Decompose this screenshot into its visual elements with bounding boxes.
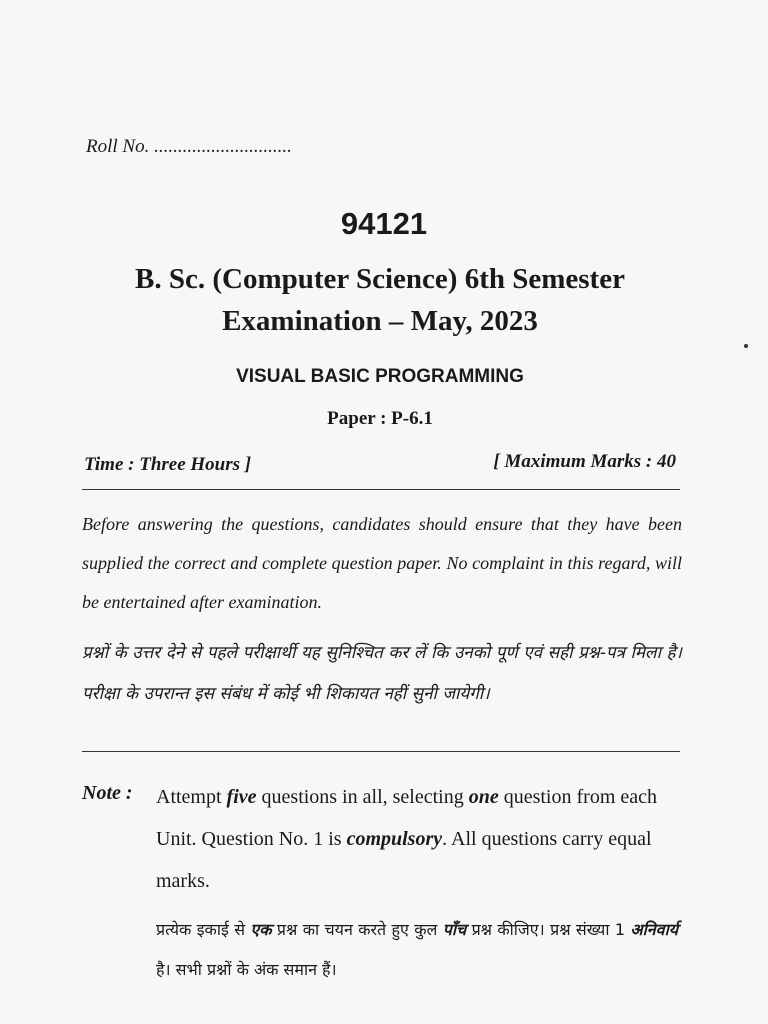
paper-code: 94121: [340, 206, 428, 241]
exam-title-line1: B. Sc. (Computer Science) 6th Semester: [135, 263, 625, 295]
paper-number: Paper : P-6.1: [327, 408, 433, 429]
scan-speck: [744, 344, 748, 348]
divider: [82, 489, 680, 490]
note-english: Attempt five questions in all, selecting one question from each Unit. Question No. 1 is compulsory. All questions carry equal marks.: [156, 786, 657, 892]
exam-title-line2: Examination – May, 2023: [222, 305, 538, 337]
note-emphasis-five: five: [226, 786, 257, 808]
note-emphasis-paanch: पाँच: [442, 920, 467, 939]
note-emphasis-one: one: [468, 786, 499, 808]
instructions-hindi: प्रश्नों के उत्तर देने से पहले परीक्षार्थी यह सुनिश्चित कर लें कि उनको पूर्ण एवं सही प्रश्न-पत्र मिला है। परीक्षा के उपरान्त इस संबंध में कोई भी शिकायत नहीं सुनी जायेगी।: [82, 643, 682, 704]
note-emphasis-ek: एक: [250, 920, 272, 939]
note-emphasis-compulsory: compulsory: [346, 828, 443, 850]
note-emphasis-anivarya: अनिवार्य: [630, 920, 678, 939]
note-hindi: प्रत्येक इकाई से एक प्रश्न का चयन करते हुए कुल पाँच प्रश्न कीजिए। प्रश्न संख्या 1 अनिवार्य है। सभी प्रश्नों के अंक समान हैं।: [156, 920, 678, 979]
exam-title: [0, 258, 760, 342]
roll-number-field: Roll No. .............................: [86, 136, 292, 157]
divider: [82, 751, 680, 752]
note-label: Note :: [82, 782, 133, 804]
time-allowed: Time : Three Hours ]: [84, 454, 252, 475]
maximum-marks: [ Maximum Marks : 40: [493, 451, 676, 472]
subject-name: VISUAL BASIC PROGRAMMING: [236, 366, 524, 387]
instructions-english: Before answering the questions, candidates should ensure that they have been supplied the correct and complete question paper. No complaint in this regard, will be entertained after examination.: [82, 514, 682, 612]
